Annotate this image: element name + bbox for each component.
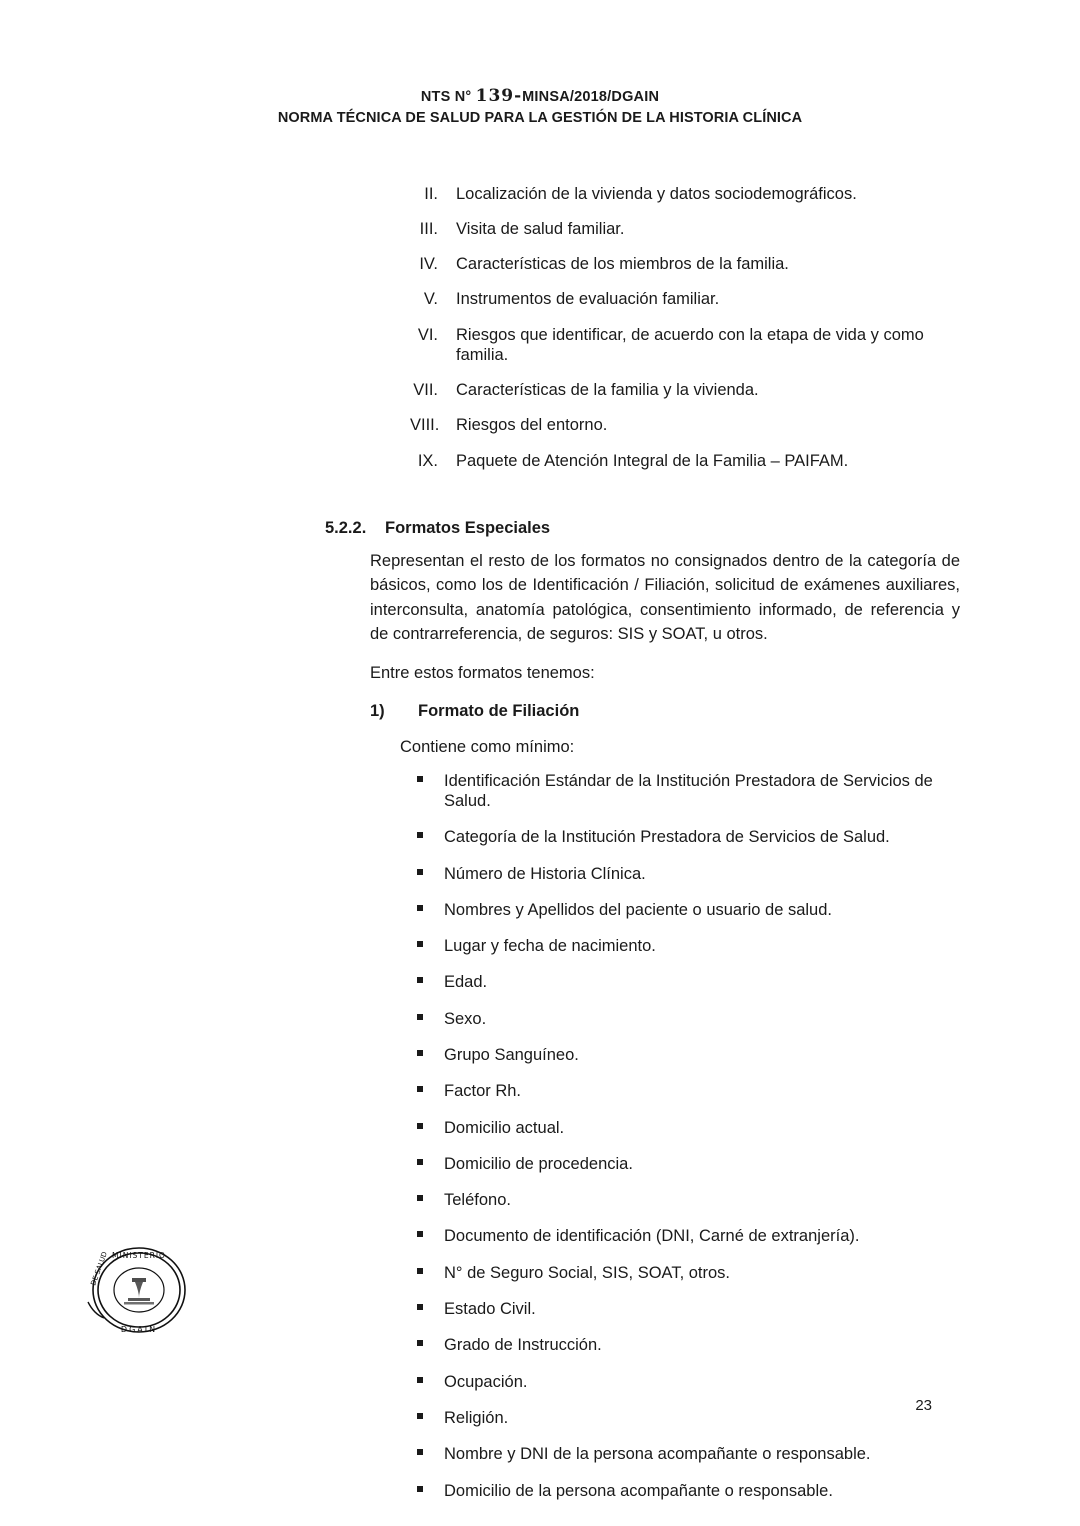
list-item-label: Características de los miembros de la familia. (456, 255, 789, 274)
list-item-label: Lugar y fecha de nacimiento. (444, 937, 656, 956)
list-item-label: Grado de Instrucción. (444, 1336, 602, 1355)
list-item (417, 828, 965, 848)
list-item (417, 1082, 965, 1102)
list-item-label: Nombres y Apellidos del paciente o usuario de salud. (444, 900, 832, 919)
list-item-marker: II. (424, 185, 438, 203)
list-item (417, 1445, 965, 1465)
list-item-marker: IX. (417, 451, 438, 470)
document-code-prefix: NTS N° (420, 89, 472, 105)
list-item (410, 219, 965, 240)
list-item (417, 1482, 965, 1502)
document-code-handwritten: 139- (475, 86, 523, 106)
list-item (417, 1373, 965, 1393)
list-item (417, 1264, 965, 1284)
section-number: 5.2.2. (325, 519, 367, 538)
list-item (410, 254, 965, 275)
list-item-label: Identificación Estándar de la Institución Prestadora de Servicios de Salud. (444, 772, 933, 810)
list-item-label: Visita de salud familiar. (456, 220, 625, 239)
list-item-label: Riesgos del entorno. (456, 416, 608, 435)
list-item-label: Factor Rh. (444, 1082, 522, 1101)
list-item (417, 1119, 965, 1139)
list-item-marker: V. (423, 290, 438, 309)
list-item-label: Estado Civil. (444, 1300, 536, 1319)
list-item-marker: IV. (419, 255, 438, 274)
list-item (417, 1046, 965, 1066)
list-item (417, 1155, 965, 1175)
official-seal-stamp (80, 1240, 198, 1346)
list-item-label: Nombre y DNI de la persona acompañante o responsable. (444, 1445, 871, 1464)
list-item-label: Localización de la vivienda y datos sociodemográficos. (456, 185, 857, 203)
list-item (410, 184, 965, 205)
list-item (417, 1336, 965, 1356)
list-item (410, 415, 965, 436)
list-item (417, 973, 965, 993)
list-item-label: Grupo Sanguíneo. (444, 1046, 579, 1064)
list-item-label: Domicilio de la persona acompañante o responsable. (444, 1481, 833, 1500)
document-code-suffix: MINSA/2018/DGAIN (522, 89, 660, 105)
list-item (417, 901, 965, 921)
sub-intro-line: Contiene como mínimo: (400, 738, 575, 757)
bullet-list (417, 772, 965, 1501)
list-item-label: Categoría de la Institución Prestadora de Servicios de Salud. (444, 828, 890, 847)
section-paragraph: Representan el resto de los formatos no consignados dentro de la categoría de básicos, como los de Identificación / Filiación, solicitud de exámenes auxiliares, interconsulta, anatomía patológica, consentimiento informado, de referencia y de contrarreferencia, de seguros: SIS y SOAT, u otros. (370, 552, 960, 643)
svg-text:MINISTERIO: MINISTERIO (112, 1251, 166, 1260)
document-code (0, 86, 1080, 106)
list-item-label: Teléfono. (444, 1191, 511, 1210)
list-item-label: Domicilio actual. (444, 1118, 565, 1137)
svg-text:DE SALUD: DE SALUD (89, 1250, 110, 1287)
svg-text:DGAIN: DGAIN (120, 1325, 158, 1334)
list-item-label: Características de la familia y la vivienda. (456, 381, 759, 400)
list-item (410, 325, 965, 366)
numbered-item-title: Formato de Filiación (418, 702, 580, 721)
list-item-marker: VI. (417, 325, 438, 344)
numbered-item-marker: 1) (370, 702, 385, 721)
list-item (410, 289, 965, 310)
numbered-item-heading (370, 702, 965, 721)
list-item-label: Sexo. (444, 1009, 487, 1028)
list-item-label: Documento de identificación (DNI, Carné de extranjería). (444, 1227, 860, 1246)
list-item (417, 772, 965, 812)
list-item (417, 1300, 965, 1320)
list-item (410, 451, 965, 472)
list-item (410, 380, 965, 401)
document-header (0, 0, 1080, 126)
list-item-label: Número de Historia Clínica. (444, 864, 646, 883)
page-number: 23 (915, 1397, 932, 1414)
list-item-label: Religión. (444, 1408, 509, 1427)
section-intro-line: Entre estos formatos tenemos: (370, 664, 595, 683)
document-subtitle: NORMA TÉCNICA DE SALUD PARA LA GESTIÓN DE LA HISTORIA CLÍNICA (277, 110, 803, 126)
list-item-marker: III. (419, 220, 438, 239)
list-item (417, 937, 965, 957)
list-item-label: Ocupación. (444, 1372, 528, 1391)
document-body (115, 184, 965, 1501)
list-item (417, 1191, 965, 1211)
list-item-label: Edad. (444, 973, 488, 992)
list-item-label: Domicilio de procedencia. (444, 1154, 633, 1173)
section-title: Formatos Especiales (385, 519, 551, 538)
list-item-marker: VII. (413, 381, 438, 400)
list-item (417, 1010, 965, 1030)
section-heading (325, 519, 965, 538)
list-item-label: Paquete de Atención Integral de la Familia – PAIFAM. (456, 451, 849, 470)
list-item (417, 865, 965, 885)
list-item-label: N° de Seguro Social, SIS, SOAT, otros. (444, 1263, 731, 1282)
list-item (417, 1227, 965, 1247)
roman-numeral-list (410, 184, 965, 471)
list-item (417, 1409, 965, 1429)
list-item-label: Instrumentos de evaluación familiar. (456, 290, 720, 309)
list-item-label: Riesgos que identificar, de acuerdo con la etapa de vida y como familia. (456, 325, 924, 365)
list-item-marker: VIII. (410, 416, 440, 435)
